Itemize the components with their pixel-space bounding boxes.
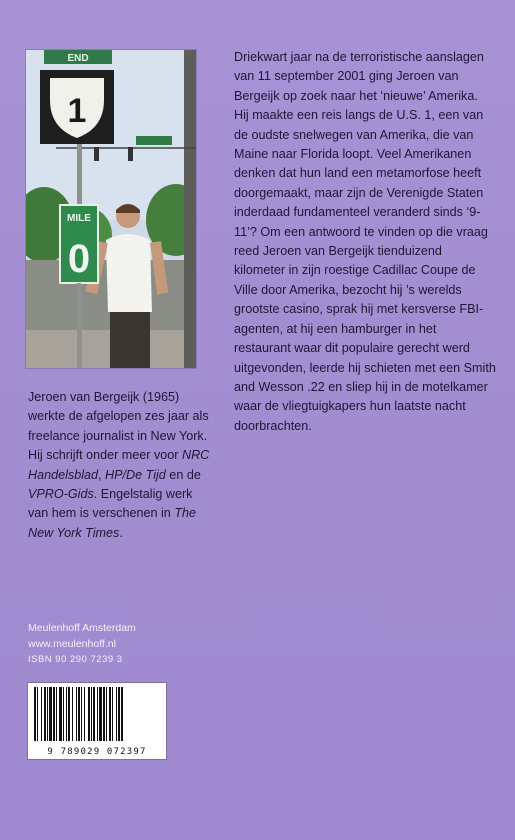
barcode — [28, 683, 166, 759]
isbn-number: ISBN 90 290 7239 3 — [28, 654, 123, 665]
barcode-bar — [59, 687, 62, 741]
barcode-bar — [121, 687, 123, 741]
bio-text-2: . Engelstalig werk van hem is verschenen in — [28, 487, 193, 521]
barcode-bar — [53, 687, 55, 741]
bio-publication-vpro: VPRO-Gids — [28, 487, 94, 502]
barcode-bar — [109, 687, 111, 741]
barcode-bar — [44, 687, 46, 741]
barcode-bar — [91, 687, 92, 741]
barcode-bar — [112, 687, 113, 741]
barcode-bar — [41, 687, 42, 741]
publisher-info — [28, 620, 228, 668]
barcode-bar — [66, 687, 67, 741]
back-cover-blurb: Driekwart jaar na de terroristische aanslagen van 11 september 2001 ging Jeroen van Bergeijk op zoek naar het ‘nieuwe’ Amerika. Hij maakte een reis langs de U.S. 1, een van de oudste snelwegen van Amerika, die van Maine naar Florida loopt. Veel Amerikanen denken dat hun land een metamorfose heeft doorgemaakt, maar zijn de Verenigde Staten inderdaad fundamenteel veranderd sinds ‘9-11’? Om een antwoord te vinden op die vraag reed Jeroen van Bergeijk tienduizend kilometer in zijn roestige Cadillac Coupe de Ville door Amerika, bezocht hij ’s werelds grootste casino, sprak hij met kersverse FBI-agenten, at hij een hamburger in het restaurant waar dit populaire gerecht werd uitgevonden, leerde hij schieten met een Smith and Wesson .22 en sliep hij in de motelkamer waar de vliegtuigkapers hun laatste nacht doorbrachten. — [234, 50, 496, 433]
route-number-text: 1 — [67, 92, 87, 130]
mile-marker-label: MILE — [67, 213, 91, 224]
bio-sep-1: , — [98, 467, 106, 482]
bio-publication-hp: HP/De Tijd — [105, 467, 166, 482]
barcode-bar — [93, 687, 95, 741]
barcode-bar — [37, 687, 38, 741]
barcode-bar — [118, 687, 120, 741]
publisher-url: www.meulenhoff.nl — [28, 638, 116, 650]
bio-sep-2: en de — [165, 467, 201, 482]
bio-end: . — [119, 525, 123, 540]
barcode-bar — [49, 687, 52, 741]
barcode-bar — [34, 687, 36, 741]
barcode-bar — [88, 687, 90, 741]
author-bio — [28, 388, 213, 543]
barcode-bar — [99, 687, 102, 741]
barcode-bar — [68, 687, 70, 741]
barcode-number: 9 789029 072397 — [47, 747, 147, 757]
bio-publication-nrc: NRC Handelsblad — [28, 448, 210, 482]
author-photo — [26, 50, 196, 368]
barcode-bar — [116, 687, 117, 741]
barcode-bar — [56, 687, 57, 741]
bio-text-1: Jeroen van Bergeijk (1965) werkte de afgelopen zes jaar als freelance journalist in New York. Hij schrijft onder meer voor — [28, 390, 209, 463]
barcode-bar — [76, 687, 77, 741]
barcode-bar — [63, 687, 64, 741]
mile-marker-number: 0 — [67, 237, 91, 281]
barcode-bar — [103, 687, 105, 741]
bio-publication-nyt: The New York Times — [28, 506, 197, 540]
publisher-name: Meulenhoff Amsterdam — [28, 622, 136, 634]
barcode-bar — [84, 687, 85, 741]
barcode-bar — [81, 687, 82, 741]
author-photo-illustration — [26, 50, 196, 368]
barcode-bar — [97, 687, 98, 741]
road-sign-top-text: END — [67, 53, 89, 64]
barcode-bar — [106, 687, 107, 741]
barcode-bar — [72, 687, 73, 741]
barcode-bar — [47, 687, 48, 741]
barcode-bar — [78, 687, 80, 741]
barcode-bars — [28, 683, 166, 745]
